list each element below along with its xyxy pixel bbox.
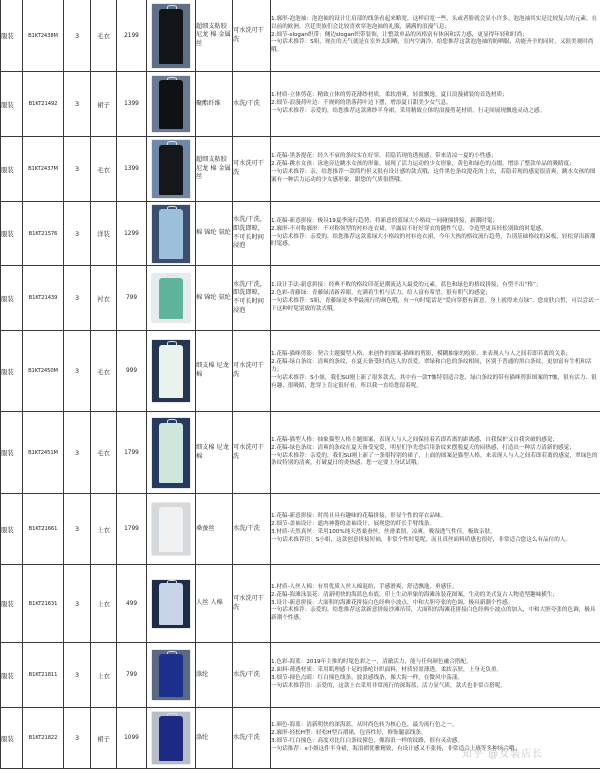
- product-photo: [152, 340, 190, 402]
- material-cell: 棉 锦纶 氨纶: [196, 202, 233, 266]
- description-line: 1.材质-人丝人棉：有用优质人丝人棉混纺，手感滑爽，舒适飘逸，垂感佳；: [271, 583, 458, 590]
- description-line: 2.细节-slogan织带：侧边slogan织带装饰，让整款单品的风格富有休闲和活力感，更显得年轻和时尚；: [271, 31, 528, 38]
- description-line: 2.花稿-绿白条纹：清爽的条纹，在夏天备受时尚达人的喜爱，翠绿和白色的条纹相间，区别于普通的黑白条纹，更加富有生机和活力；: [271, 359, 592, 374]
- description-line: 1.花稿-猫咪剪影：契合主题猫型人格，来创作的图案-猫咪的剪影，模糊抽象的绘影，来表现人与人之间若即若离的关系；: [271, 351, 572, 358]
- price-cell: 1399: [117, 137, 147, 202]
- image-cell: [147, 708, 196, 769]
- description-line: 一句话术推荐：亲爱的，给您推荐这款蓝绿大小格纹的衬衫连衣裙，今年大热的格纹流行趋势，告别基础格纹的呆板，轻松穿出新潮时髦感。: [271, 233, 596, 248]
- product-photo: [152, 140, 190, 198]
- material-cell: 涤纶: [196, 643, 233, 708]
- description-cell: [271, 565, 600, 643]
- care-cell: 水洗/干洗: [233, 72, 271, 137]
- description-line: 1.花稿-新意拼接：极具19夏季流行趋势，将新意的蓝绿大小格纹一同碰撞拼接，新潮时髦；: [271, 217, 499, 224]
- quantity-cell: 3: [64, 565, 91, 643]
- description-cell: [271, 331, 600, 412]
- sku-cell: B1KT2450M: [23, 331, 64, 412]
- care-cell: 可水洗可干洗: [233, 331, 271, 412]
- care-cell: 水洗/干洗: [233, 643, 271, 708]
- description-line: 3.细节-红白撞色：高度对比红白条纹撞色，像海浪一样的纹路，很有灵动感。: [271, 738, 463, 744]
- care-cell: 水洗/干洗: [233, 494, 271, 565]
- price-cell: 1099: [117, 708, 147, 769]
- sku-cell: B1KT21661: [23, 494, 64, 565]
- price-cell: 499: [117, 565, 147, 643]
- description-cell: [271, 412, 600, 494]
- sku-cell: B1KT21811: [23, 643, 64, 708]
- image-cell: [147, 494, 196, 565]
- care-cell: 可水洗可干洗: [233, 565, 271, 643]
- image-cell: [147, 643, 196, 708]
- type-cell: 上衣: [91, 565, 117, 643]
- type-cell: 裙子: [91, 72, 117, 137]
- product-photo: [152, 712, 190, 764]
- price-cell: 1299: [117, 202, 147, 266]
- category-cell: 服装: [1, 494, 23, 565]
- watermark: 知乎 @女装店长: [462, 749, 544, 760]
- product-photo: [152, 4, 190, 68]
- description-line: 1.花稿-黑条提花：经久不衰的条纹实在好穿，若隐若现的透视感，带来清凉一夏的小性感；: [271, 153, 497, 160]
- material-cell: 细支棉 尼龙 棉: [196, 412, 233, 494]
- material-cell: 涤纶: [196, 708, 233, 769]
- care-cell: 可水洗可干洗: [233, 137, 271, 202]
- quantity-cell: 3: [64, 494, 91, 565]
- description-line: 一句话术推荐语：S小姐，这款创意拼接短袖，非常个性时髦呢，而且真丝面料质感也很好，非常适合您这么有品位的人。: [271, 536, 572, 543]
- description-line: 1.花稿-新意拼接：时尚且具有趣味的花稿拼接，彰显个性的穿衣品味。: [271, 513, 447, 520]
- category-cell: 服装: [1, 266, 23, 331]
- description-line: 2.细节-浪漫荷叶边：不规则的错落荷叶边下摆，增添夏日甜美少女气息。: [271, 100, 452, 107]
- table-row: [1, 331, 600, 412]
- sku-cell: B1KT21576: [23, 202, 64, 266]
- description-line: 3.设计-新意拼接：大面积的海滩花拼接白色经典小波点，中和大胆夸张的色调，极具新潮个性感。: [271, 599, 514, 606]
- care-cell: 水洗/干洗: [233, 708, 271, 769]
- table-row: [1, 266, 600, 331]
- product-photo: [152, 503, 190, 555]
- table-row: [1, 72, 600, 137]
- product-photo: [152, 580, 190, 628]
- image-cell: [147, 565, 196, 643]
- product-photo: [152, 650, 190, 700]
- sku-cell: B1KT21631: [23, 565, 64, 643]
- image-cell: [147, 72, 196, 137]
- table-row: [1, 494, 600, 565]
- price-cell: 999: [117, 331, 147, 412]
- description-line: 2.花稿-跳水女孩：泳池旁边跳水女孩的形象，展现了活力运动的少女形象，黄色和绿色的点缀，增添了整款单品的吸睛度；: [271, 161, 575, 168]
- type-cell: 洋装: [91, 202, 117, 266]
- description-cell: [271, 0, 600, 72]
- material-cell: 桑蚕丝: [196, 494, 233, 565]
- description-cell: [271, 266, 600, 331]
- material-cell: 超细支粘胶 尼龙 棉 金属丝: [196, 0, 233, 72]
- description-line: 1.花稿-猫型人格：抽象猫型人格主题图案，表现人与人之间保持着若即若离的距离感，自我保护又自我突破的感觉；: [271, 436, 559, 443]
- description-line: 2.廓形-不对称廓形：不对称领型的衬衫连衣裙，半露肩不好好穿衣的随性气息，令造型更具轻松别致的时髦感。: [271, 225, 547, 232]
- description-cell: [271, 202, 600, 266]
- description-line: 一句话术推荐：S小姐，我们SU刚上新了很多款式，其中有一款T恤特别适合您，绿白条纹的带有猫咪剪影图案的T恤，很有活力、很有趣、很吸睛，您穿上肯定很好看，所以我一直给您留着呢。: [271, 374, 597, 389]
- description-line: 2.廓形-轻松H型：轻松H型百褶裙，包容性好，修饰腿部线条。: [271, 730, 427, 737]
- table-row: [1, 708, 600, 769]
- category-cell: 服装: [1, 708, 23, 769]
- category-cell: 服装: [1, 72, 23, 137]
- table-row: [1, 137, 600, 202]
- sku-cell: B1KT2438M: [23, 0, 64, 72]
- category-cell: 服装: [1, 202, 23, 266]
- quantity-cell: 3: [64, 137, 91, 202]
- table-row: [1, 412, 600, 494]
- image-cell: [147, 0, 196, 72]
- type-cell: 毛衣: [91, 412, 117, 494]
- product-photo: [152, 418, 190, 488]
- material-cell: 超细支粘胶 尼龙 棉 金属丝: [196, 137, 233, 202]
- description-line: 2.花稿-海滩泳装花：清新明快的海蓝色布底，印上生动形象的海滩泳装花图案，生动的美式复古人物造型趣味横生；: [271, 591, 559, 598]
- description-line: 一句话术推荐：亲爱的，我们SU刚上新了一条很特别的裙子，上面的图案是猫型人格，来表现人与人之间若即若离的感觉，翠绿色的条纹特别的清爽，打破夏日的炎热感，您一定要上身试试哦。: [271, 452, 598, 467]
- description-cell: [271, 494, 600, 565]
- description-line: 一句话术推荐语：亲爱的，这款上衣采用非常流行的深海蓝，活力显气质，款式也非常百搭呢。: [271, 682, 506, 689]
- description-line: 一句话术推荐：S姐，青藤绿是本季最流行的颜色哦，有一句时髦话是“爱向穿搭有新意，身上就得来点绿”，您皮肤白皙，可以尝试一下这种时髦别致的款式哦。: [271, 298, 600, 312]
- sku-cell: B1KT21822: [23, 708, 64, 769]
- price-cell: 2199: [117, 0, 147, 72]
- table-row: [1, 643, 600, 708]
- price-cell: 799: [117, 266, 147, 331]
- table-row: [1, 565, 600, 643]
- price-cell: 1799: [117, 494, 147, 565]
- sku-cell: B1KT2437M: [23, 137, 64, 202]
- category-cell: 服装: [1, 0, 23, 72]
- price-cell: 799: [117, 643, 147, 708]
- care-cell: 水洗/干洗，即洗即晾，不可长时间浸泡: [233, 202, 271, 266]
- quantity-cell: 3: [64, 202, 91, 266]
- product-photo: [152, 205, 190, 263]
- material-cell: 人丝 人棉: [196, 565, 233, 643]
- description-line: 1.设计手法-新意拼接：经典不败的格纹印花是潮流达人最爱的元素，蓝色和绿色的格纹拼接，有型不出“格”；: [271, 282, 542, 289]
- description-line: 2.细节-盖袖设计：遮肉神器的盖袖设计，展现您的纤长手臂线条。: [271, 521, 435, 528]
- price-cell: 1399: [117, 72, 147, 137]
- description-cell: [271, 643, 600, 708]
- type-cell: 上衣: [91, 643, 117, 708]
- quantity-cell: 3: [64, 643, 91, 708]
- type-cell: 毛衣: [91, 0, 117, 72]
- care-cell: 可水洗可干洗: [233, 412, 271, 494]
- sku-cell: B1KT21439: [23, 266, 64, 331]
- description-line: 一句话术推荐：亲爱的，给您推荐这款新意拼接沙滩吊带，大面积的海滩花拼接白色经典小波点的加入，中和大胆夸张的色调，极具新潮个性感。: [271, 607, 596, 622]
- type-cell: 毛衣: [91, 137, 117, 202]
- quantity-cell: 3: [64, 72, 91, 137]
- description-line: 1.颜色-海蓝：清新明快的深海蓝，从时尚色转为核心色，最为流行色之一。: [271, 722, 458, 729]
- description-line: 一句话术推荐：亲，给您推荐一款简约但又很有设计感的款式哦，这件黑色条纹提花的上衣，若隐若现的感觉很清爽，跳水女孩的图案有一种活力运动的少女感形象，跟您的气质很搭哦。: [271, 169, 596, 183]
- image-cell: [147, 202, 196, 266]
- description-line: 2.色彩-青藤绿：青藤绿清新养眼，充满着生机与活力，给人富有希望、很有朝气的感觉；: [271, 290, 491, 297]
- table-row: [1, 0, 600, 72]
- quantity-cell: 3: [64, 412, 91, 494]
- category-cell: 服装: [1, 412, 23, 494]
- description-line: 一句话推荐：s小姐这件半身裙，海浪褶优雅精致，有设计感又不张扬，非常适合上班等多种场合哦。: [271, 745, 521, 752]
- category-cell: 服装: [1, 565, 23, 643]
- image-cell: [147, 137, 196, 202]
- type-cell: 裙子: [91, 708, 117, 769]
- quantity-cell: 3: [64, 0, 91, 72]
- description-cell: [271, 72, 600, 137]
- description-cell: [271, 708, 600, 769]
- image-cell: [147, 266, 196, 331]
- description-line: 2.花稿-绿色条纹：清爽的条纹在夏天备受宠爱，明星们争先恐后用条纹来摆脱夏天的闷热感，打造出一种活力清新的感觉；: [271, 444, 575, 451]
- description-cell: [271, 137, 600, 202]
- category-cell: 服装: [1, 137, 23, 202]
- image-cell: [147, 331, 196, 412]
- description-line: 1.材质-立体剪花：精致立体的剪花薄纱材质，柔软滑爽，轻盈飘逸，夏日浪漫裙装的首选材质；: [271, 92, 508, 99]
- image-cell: [147, 412, 196, 494]
- description-line: 一句话术推荐：S姐，现在的天气就是在室外太阳晒，室内空调冷，给您推荐这款泡泡袖的防晒服，功能齐全的同时，又很美观时尚哦。: [271, 39, 594, 54]
- description-line: 1.廓形-泡泡袖：泡泡袖的设计让肩部的线条看起来略宽，这样肩宽一些，头或者脸就会显小许多。泡泡袖其实是比较复古的元素，在以前的欧洲，宫廷贵族们会比较喜欢穿泡泡袖的礼服，满满的浪漫气息；: [271, 15, 598, 30]
- type-cell: 衬衣: [91, 266, 117, 331]
- description-line: 1.色彩-海蓝：2019年主推的时髦色彩之一，清澈活力，能与任何颜色融合搭配。: [271, 659, 472, 666]
- material-cell: 细支棉 尼龙 棉: [196, 331, 233, 412]
- care-cell: 可水洗可干洗: [233, 0, 271, 72]
- category-cell: 服装: [1, 331, 23, 412]
- care-cell: 水洗/干洗，即洗即晾，不可长时间浸泡: [233, 266, 271, 331]
- product-photo: [152, 76, 190, 132]
- material-cell: 聚酯纤维: [196, 72, 233, 137]
- type-cell: 毛衣: [91, 331, 117, 412]
- table-row: [1, 202, 600, 266]
- quantity-cell: 3: [64, 708, 91, 769]
- description-line: 一句话术推荐：亲爱的，给您推荐这款薄纱半身裙，采用精致立体的浪漫剪花材质，行走间展现飘逸灵动之感。: [271, 107, 546, 114]
- description-line: 2.面料-薄透材质：采用肌理感十足的涤纶针织面料，材质轻盈薄透，柔软亲肤，上身无负重。: [271, 667, 503, 674]
- type-cell: 上衣: [91, 494, 117, 565]
- sku-cell: B1KT21492: [23, 72, 64, 137]
- sku-cell: B1KT2451M: [23, 412, 64, 494]
- description-line: 3.材质-天然真丝：采用100%纯天然桑蚕丝，丝滑柔韧，凉爽，吸湿透气性佳，极致亲肤。: [271, 529, 496, 535]
- quantity-cell: 3: [64, 331, 91, 412]
- material-cell: 棉 锦纶 氨纶: [196, 266, 233, 331]
- product-photo: [152, 274, 190, 322]
- price-cell: 1799: [117, 412, 147, 494]
- quantity-cell: 3: [64, 266, 91, 331]
- description-line: 3.细节-撞色点睛：红白撞色线条，波浪感线条，像大海一样，在微风中荡漾。: [271, 675, 463, 681]
- category-cell: 服装: [1, 643, 23, 708]
